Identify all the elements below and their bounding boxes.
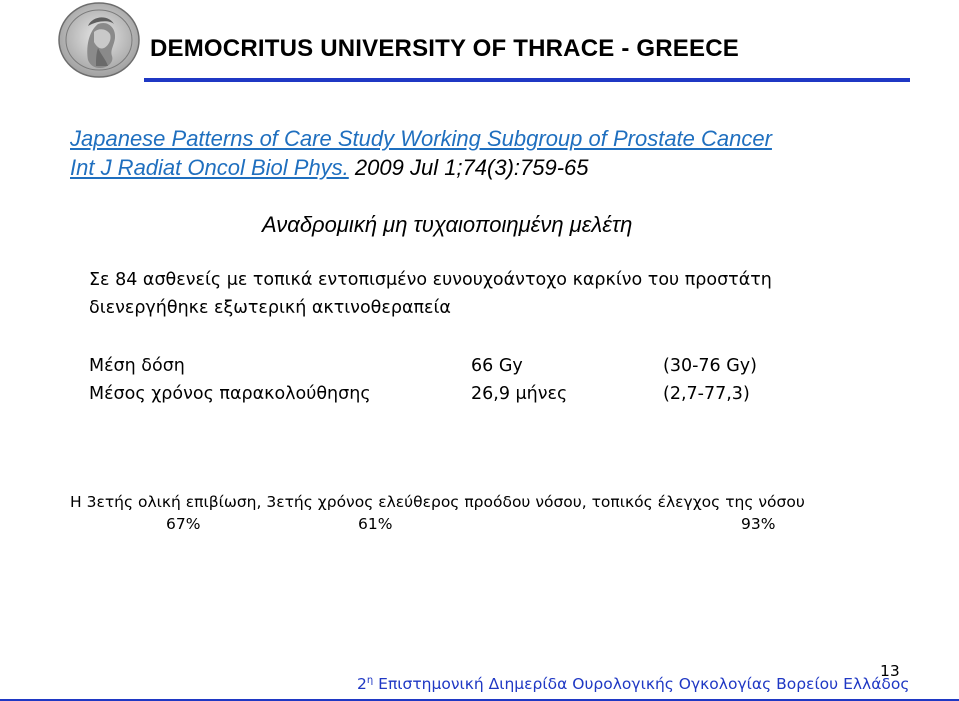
footer-conference <box>357 675 909 693</box>
citation-link-group[interactable]: Japanese Patterns of Care Study Working Subgroup of Prostate Cancer <box>70 126 772 151</box>
footer-ordinal-suffix: η <box>366 675 374 686</box>
stat-value: 26,9 μήνες <box>471 384 568 404</box>
page-number: 13 <box>880 662 900 680</box>
democritus-portrait-seal-icon <box>58 2 140 78</box>
stat-value: 66 Gy <box>471 356 523 376</box>
description-line-2: διενεργήθηκε εξωτερική ακτινοθεραπεία <box>89 298 451 318</box>
study-description <box>89 266 919 322</box>
header-divider <box>144 78 910 82</box>
description-line-1: Σε 84 ασθενείς με τοπικά εντοπισμένο ευνουχοάντοχο καρκίνο του προστάτη <box>89 270 772 290</box>
citation <box>70 124 772 182</box>
study-type-heading: Αναδρομική μη τυχαιοποιημένη μελέτη <box>262 212 633 237</box>
footer-ordinal: 2 <box>357 675 367 694</box>
slide-header <box>0 0 959 90</box>
stat-range: (30-76 Gy) <box>663 356 757 376</box>
stat-label: Μέσος χρόνος παρακολούθησης <box>89 384 371 404</box>
citation-details: 2009 Jul 1;74(3):759-65 <box>348 155 589 180</box>
citation-link-journal[interactable]: Int J Radiat Oncol Biol Phys. <box>70 155 349 180</box>
outcomes-heading: Η 3ετής ολική επιβίωση, 3ετής χρόνος ελεύθερος προόδου νόσου, τοπικός έλεγχος της νόσου <box>70 493 805 511</box>
outcome-local-control: 93% <box>741 515 776 533</box>
stat-range: (2,7-77,3) <box>663 384 750 404</box>
university-title: DEMOCRITUS UNIVERSITY OF THRACE - GREECE <box>150 35 739 62</box>
stat-label: Μέση δόση <box>89 356 185 376</box>
outcome-progression-free: 61% <box>358 515 393 533</box>
outcome-overall-survival: 67% <box>166 515 201 533</box>
footer-title: Επιστημονική Διημερίδα Ουρολογικής Ογκολογίας Βορείου Ελλάδος <box>373 675 910 694</box>
